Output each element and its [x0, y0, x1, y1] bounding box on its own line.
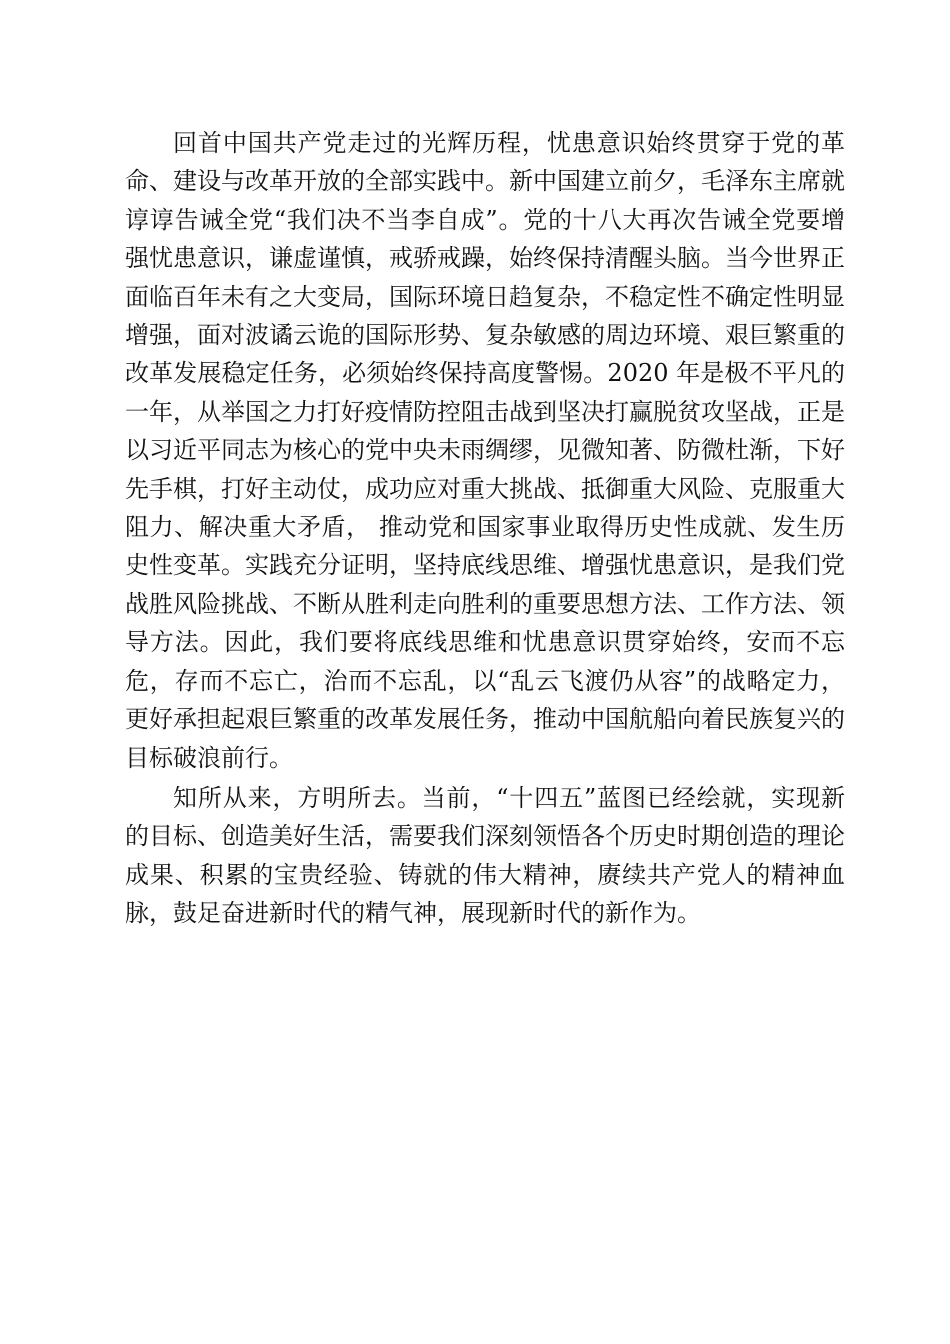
paragraph-1: 回首中国共产党走过的光辉历程，忧患意识始终贯穿于党的革命、建设与改革开放的全部实践中。新中国建立前夕，毛泽东主席就谆谆告诫全党“我们决不当李自成”。党的十八大再次告诫全党要增强忧患意识，谦虚谨慎，戒骄戒躁，始终保持清醒头脑。当今世界正面临百年未有之大变局，国际环境日趋复杂，不稳定性不确定性明显增强，面对波谲云诡的国际形势、复杂敏感的周边环境、艰巨繁重的改革发展稳定任务，必须始终保持高度警惕。2020 年是极不平凡的一年，从举国之力打好疫情防控阻击战到坚决打赢脱贫攻坚战，正是以习近平同志为核心的党中央未雨绸缪，见微知著、防微杜渐，下好先手棋，打好主动仗，成功应对重大挑战、抵御重大风险、克服重大阻力、解决重大矛盾， 推动党和国家事业取得历史性成就、发生历史性变革。实践充分证明，坚持底线思维、增强忧患意识，是我们党战胜风险挑战、不断从胜利走向胜利的重要思想方法、工作方法、领导方法。因此，我们要将底线思维和忧患意识贯穿始终，安而不忘危，存而不忘亡，治而不忘乱，以“乱云飞渡仍从容”的战略定力，更好承担起艰巨繁重的改革发展任务，推动中国航船向着民族复兴的目标破浪前行。	[125, 129, 845, 772]
paragraph-2: 知所从来，方明所去。当前，“十四五”蓝图已经绘就，实现新的目标、创造美好生活，需要我们深刻领悟各个历史时期创造的理论成果、积累的宝贵经验、铸就的伟大精神，赓续共产党人的精神血脉，鼓足奋进新时代的精气神，展现新时代的新作为。	[125, 783, 845, 928]
document-body	[125, 124, 845, 933]
